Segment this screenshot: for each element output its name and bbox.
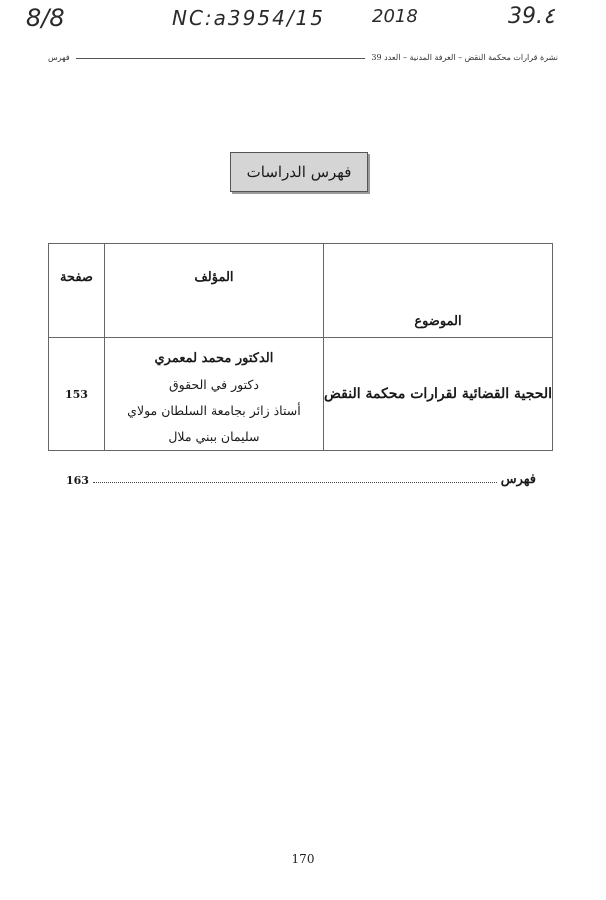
header-subject: الموضوع <box>323 244 552 338</box>
table-header-row <box>49 244 553 338</box>
handwritten-code: NC:a3954/15 <box>172 6 326 30</box>
index-entry <box>66 467 536 487</box>
row-author <box>104 338 323 451</box>
header-page: صفحة <box>49 244 105 338</box>
index-entry-leader <box>93 482 497 483</box>
handwritten-note-left: 8/8 <box>26 4 65 32</box>
handwritten-volume: 39.٤ <box>508 4 555 29</box>
index-entry-page: 163 <box>66 474 89 487</box>
header-author: المؤلف <box>104 244 323 338</box>
handwritten-year: 2018 <box>372 6 418 27</box>
running-header-rule <box>76 58 366 59</box>
author-line: أستاذ زائر بجامعة السلطان مولاي <box>127 403 301 418</box>
row-page: 153 <box>49 338 105 451</box>
running-header-title: نشرة قرارات محكمة النقض – الغرفة المدنية – العدد 39 <box>371 52 558 62</box>
row-subject: الحجية القضائية لقرارات محكمة النقض <box>323 338 552 451</box>
page-title: فهرس الدراسات <box>230 152 368 192</box>
running-header <box>48 48 558 66</box>
author-line: سليمان ببني ملال <box>168 429 260 444</box>
author-line: دكتور في الحقوق <box>168 377 259 392</box>
studies-index-table <box>48 243 553 451</box>
running-header-section: فهرس <box>48 52 70 62</box>
index-entry-label: فهرس <box>500 472 536 487</box>
table-row <box>49 338 553 451</box>
page-number: 170 <box>291 852 315 866</box>
author-name: الدكتور محمد لمعمري <box>154 351 274 366</box>
